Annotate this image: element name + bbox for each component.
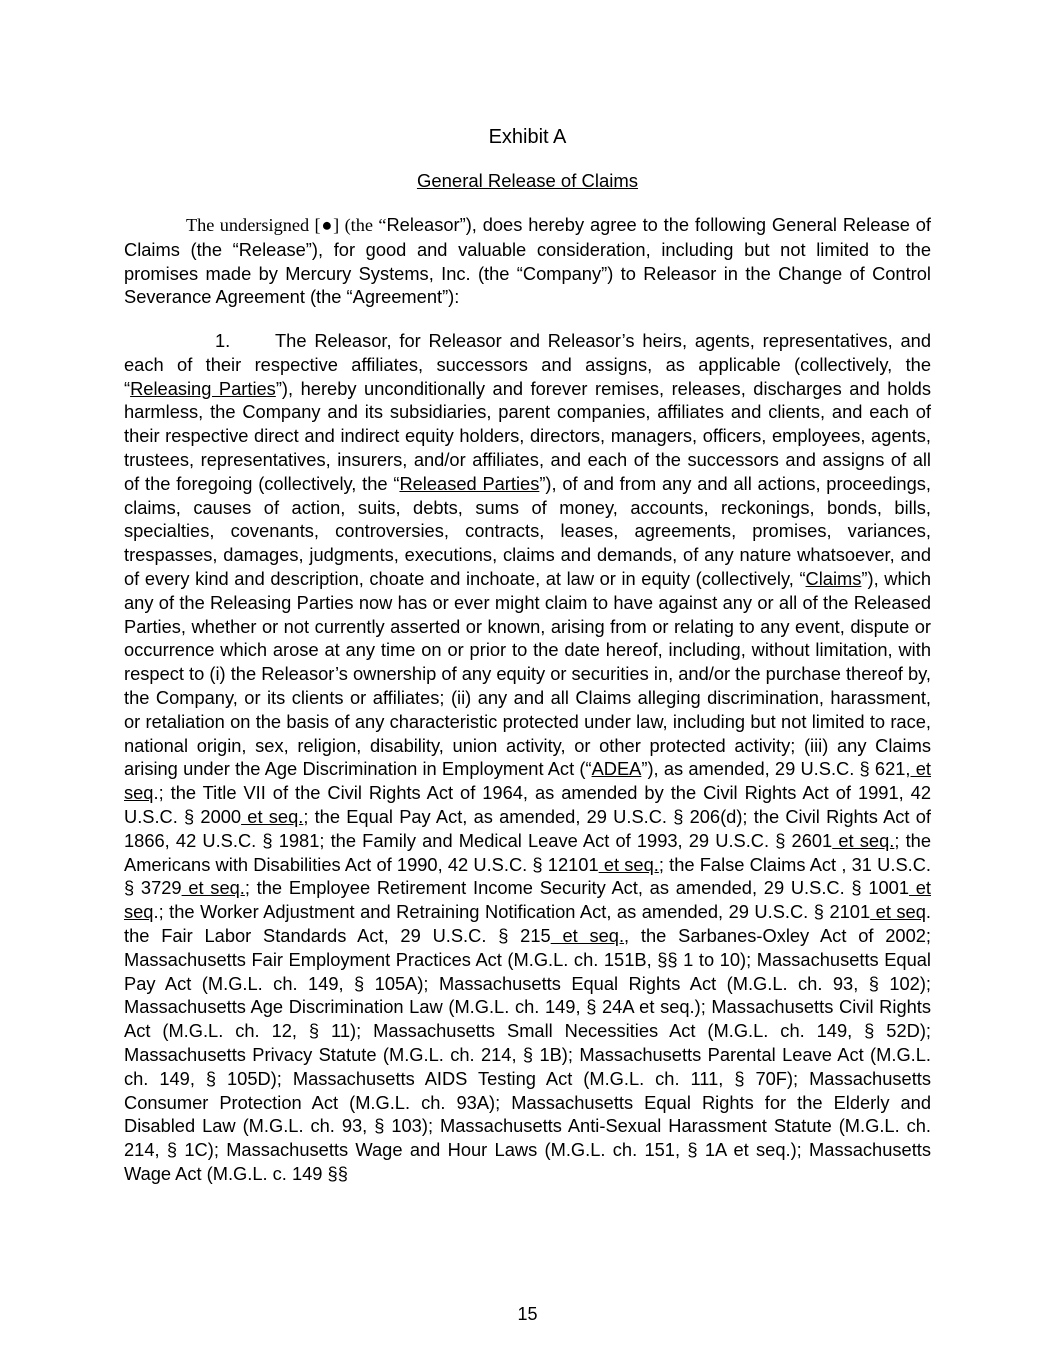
- text-run: ; the Employee Retirement Income Security Act, as amended, 29 U.S.C. § 1001: [244, 877, 909, 899]
- text-run: . the Fair Labor Standards Act, 29 U.S.C. § 215: [124, 901, 931, 946]
- text-run: ; the Americans with Disabilities Act of 1990, 42 U.S.C. § 12101: [124, 829, 931, 875]
- term-releasing-parties: Releasing Parties: [130, 377, 276, 399]
- text-run: ”), as amended, 29 U.S.C. § 621,: [641, 758, 911, 780]
- et-seq: et seq.: [181, 877, 245, 899]
- text-run: ; the False Claims Act , 31 U.S.C. § 3729: [124, 853, 931, 899]
- intro-paragraph: [124, 213, 931, 309]
- et-seq: et seq.: [832, 829, 895, 851]
- et-seq: et seq.: [241, 805, 304, 827]
- text-run: ; the Equal Pay Act, as amended, 29 U.S.C. § 206(d); the Civil Rights Act of 1866, 42 U.S.C. § 1981; the Family and Medical Leave Act of 1993, 29 U.S.C. § 2601: [124, 805, 931, 851]
- term-adea: ADEA: [591, 758, 642, 780]
- exhibit-title: Exhibit A: [488, 126, 567, 148]
- text-run: The Releasor, for Releasor and Releasor’s heirs, agents, representatives, and each of their respective affiliates, successors and assigns, as applicable (collectively, the “: [124, 330, 931, 399]
- document-page: [124, 0, 931, 1365]
- section-1-paragraph: [124, 329, 931, 1186]
- text-run: , the Sarbanes-Oxley Act of 2002; Massachusetts Fair Employment Practices Act (M.G.L. ch. 151B, §§ 1 to 10); Massachusetts Equal Pay Act (M.G.L. ch. 149, § 105A); Massachusetts Equal Rights Act (M.G.L. ch. 93, § 102); Massachusetts Age Discrimination Law (M.G.L. ch. 149, § 24A et seq.); Massachusetts Civil Rights Act (M.G.L. ch. 12, § 11); Massachusetts Small Necessities Act (M.G.L. ch. 149, § 52D); Massachusetts Privacy Statute (M.G.L. ch. 214, § 1B); Massachusetts Parental Leave Act (M.G.L. ch. 149, § 105D); Massachusetts AIDS Testing Act (M.G.L. ch. 111, § 70F); Massachusetts Consumer Protection Act (M.G.L. ch. 93A); Massachusetts Equal Rights for the Elderly and Disabled Law (M.G.L. ch. 93, § 103); Massachusetts Anti-Sexual Harassment Statute (M.G.L. ch. 214, § 1C); Massachusetts Wage and Hour Laws (M.G.L. ch. 151, § 1A et seq.); Massachusetts Wage Act (M.G.L. c. 149 §§: [124, 924, 931, 1184]
- text-run: .; the Worker Adjustment and Retraining Notification Act, as amended, 29 U.S.C. § 2101: [153, 901, 871, 923]
- page-number: 15: [517, 1304, 538, 1324]
- et-seq: et seq: [124, 758, 931, 804]
- et-seq: et seq: [870, 901, 926, 923]
- term-released-parties: Released Parties: [399, 472, 540, 494]
- section-number: 1.: [215, 330, 231, 351]
- intro-lead-text: The undersigned [●] (the “: [186, 215, 387, 235]
- text-run: ”), hereby unconditionally and forever remises, releases, discharges and holds harmless, the Company and its subsidiaries, parent companies, affiliates and clients, and each of their respective direct and indirect equity holders, directors, managers, officers, employees, agents, trustees, representatives, insurers, and/or affiliates, and each of the successors and assigns of all of the foregoing (collectively, the “: [124, 377, 931, 494]
- intro-body-text: Releasor”), does hereby agree to the following General Release of Claims (the “Release”), for good and valuable consideration, including but not limited to the promises made by Mercury Systems, Inc. (the “Company”) to Releasor in the Change of Control Severance Agreement (the “Agreement”):: [124, 214, 931, 308]
- release-heading-text: General Release of Claims: [416, 170, 639, 191]
- et-seq: et seq: [124, 877, 931, 923]
- et-seq: et seq.: [550, 924, 625, 946]
- text-run: ”), of and from any and all actions, proceedings, claims, causes of action, suits, debts, sums of money, accounts, reckonings, bonds, bills, specialties, covenants, controversies, contracts, leases, agreements, promises, variances, trespasses, damages, judgments, executions, claims and demands, of any nature whatsoever, and of every kind and description, choate and inchoate, at law or in equity (collectively, “: [124, 472, 931, 589]
- release-heading: [124, 169, 931, 193]
- term-claims: Claims: [805, 567, 862, 589]
- text-run: ”), which any of the Releasing Parties now has or ever might claim to have against any or all of the Released Parties, whether or not currently asserted or known, arising from or relating to any event, dispute or occurrence which arose at any time on or prior to the date hereof, including, without limitation, with respect to (i) the Releasor’s ownership of any equity or securities in, and/or the purchase thereof by, the Company, or its clients or affiliates; (ii) any and all Claims alleging discrimination, harassment, or retaliation on the basis of any characteristic protected under law, including but not limited to race, national origin, sex, religion, disability, union activity, or other protected activity; (iii) any Claims arising under the Age Discrimination in Employment Act (“: [124, 567, 931, 780]
- text-run: .; the Title VII of the Civil Rights Act of 1964, as amended by the Civil Rights Act of 1991, 42 U.S.C. § 2000: [124, 782, 931, 827]
- et-seq: et seq.: [598, 853, 659, 875]
